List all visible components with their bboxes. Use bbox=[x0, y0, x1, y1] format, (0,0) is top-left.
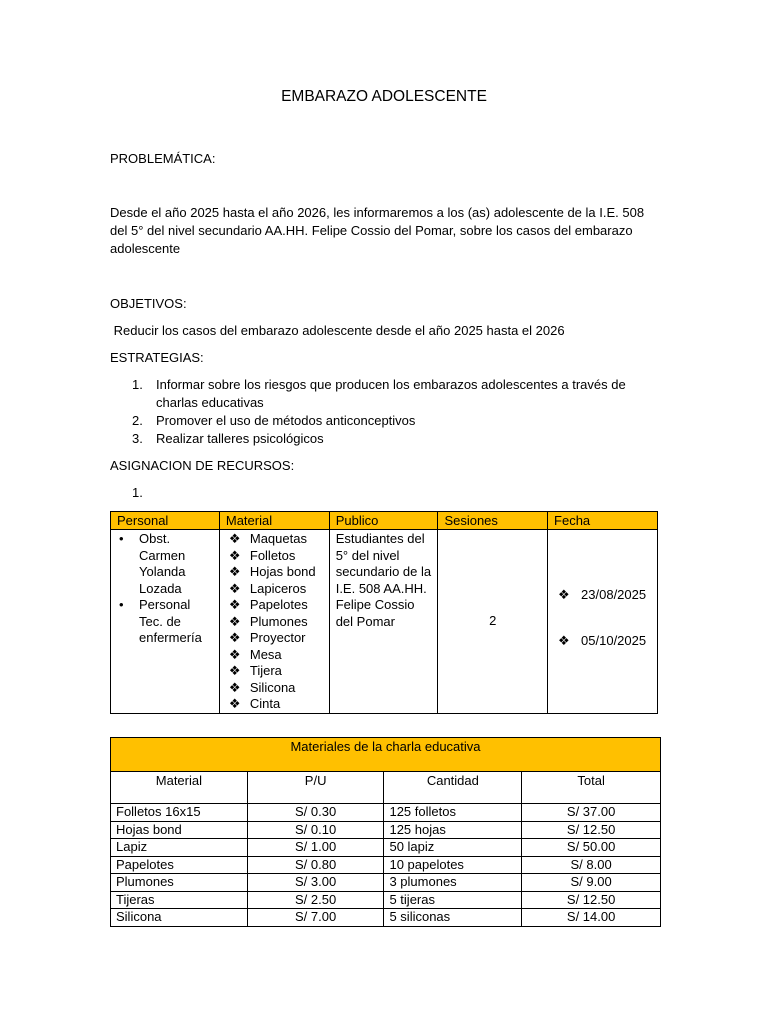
sesiones-cell: 2 bbox=[438, 530, 548, 714]
cell-cantidad: 5 siliconas bbox=[384, 909, 522, 927]
list-item-text: Hojas bond bbox=[249, 564, 316, 579]
page-title: EMBARAZO ADOLESCENTE bbox=[281, 88, 487, 105]
fecha-list bbox=[552, 587, 653, 650]
problematica-heading: PROBLEMÁTICA: bbox=[110, 151, 216, 166]
cell-total: S/ 37.00 bbox=[522, 804, 661, 822]
cell-pu: S/ 1.00 bbox=[247, 839, 384, 857]
table-row bbox=[111, 856, 661, 874]
cell-material: Folletos 16x15 bbox=[111, 804, 248, 822]
material-cell bbox=[219, 530, 329, 714]
list-item bbox=[110, 430, 650, 448]
cell-pu: S/ 0.10 bbox=[247, 821, 384, 839]
list-item-text: Papelotes bbox=[249, 597, 308, 612]
list-number: 3. bbox=[132, 431, 143, 446]
list-number: 1. bbox=[132, 377, 143, 392]
diamond-bullet-icon: ❖ bbox=[228, 613, 241, 629]
list-item bbox=[224, 548, 325, 565]
table-row bbox=[111, 530, 658, 714]
problematica-paragraph: Desde el año 2025 hasta el año 2026, les informaremos a los (as) adolescente de la I.E. 508 del 5° del nivel secundario AA.HH. Felipe Cossio del Pomar, sobre los casos del embarazo adolescente bbox=[110, 205, 645, 256]
list-item bbox=[224, 663, 325, 680]
list-item-text: Proyector bbox=[249, 630, 306, 645]
materials-table bbox=[110, 737, 661, 927]
bullet-icon: • bbox=[119, 597, 124, 612]
col-header-material: Material bbox=[111, 772, 248, 804]
diamond-bullet-icon: ❖ bbox=[228, 580, 241, 596]
diamond-bullet-icon: ❖ bbox=[228, 679, 241, 695]
cell-pu: S/ 0.30 bbox=[247, 804, 384, 822]
fecha-cell bbox=[548, 530, 658, 714]
list-item-text: Silicona bbox=[249, 679, 296, 695]
list-item bbox=[552, 587, 653, 604]
cell-material: Silicona bbox=[111, 909, 248, 927]
list-item-text: Informar sobre los riesgos que producen los embarazos adolescentes a través de charlas educativas bbox=[156, 377, 626, 410]
cell-total: S/ 12.50 bbox=[522, 891, 661, 909]
list-item-text: Obst. Carmen Yolanda Lozada bbox=[139, 531, 186, 596]
col-header-publico: Publico bbox=[329, 512, 438, 530]
list-item bbox=[224, 647, 325, 664]
date-text: 23/08/2025 bbox=[581, 586, 647, 602]
cell-material: Hojas bond bbox=[111, 821, 248, 839]
table-title-row bbox=[111, 738, 661, 772]
objetivos-heading: OBJETIVOS: bbox=[110, 296, 187, 311]
publico-cell bbox=[329, 530, 438, 714]
cell-cantidad: 10 papelotes bbox=[384, 856, 522, 874]
list-item bbox=[110, 376, 650, 412]
resources-table bbox=[110, 511, 658, 714]
diamond-bullet-icon: ❖ bbox=[228, 597, 241, 612]
estrategias-heading: ESTRATEGIAS: bbox=[110, 350, 204, 365]
publico-text: Estudiantes del 5° del nivel secundario de la I.E. 508 AA.HH. Felipe Cossio del Pomar bbox=[335, 531, 432, 629]
table-row bbox=[111, 804, 661, 822]
table-row bbox=[111, 909, 661, 927]
list-item-text: Mesa bbox=[249, 646, 282, 662]
cell-total: S/ 8.00 bbox=[522, 856, 661, 874]
cell-material: Plumones bbox=[111, 874, 248, 892]
table-header-row bbox=[111, 772, 661, 804]
cell-material: Lapiz bbox=[111, 839, 248, 857]
cell-total: S/ 50.00 bbox=[522, 839, 661, 857]
list-item bbox=[224, 614, 325, 631]
diamond-bullet-icon: ❖ bbox=[228, 646, 241, 662]
list-item bbox=[224, 531, 325, 548]
list-item-text: Cinta bbox=[249, 696, 281, 711]
diamond-bullet-icon: ❖ bbox=[558, 633, 570, 649]
diamond-bullet-icon: ❖ bbox=[228, 696, 241, 711]
cell-material: Tijeras bbox=[111, 891, 248, 909]
asignacion-number: 1. bbox=[132, 485, 143, 500]
diamond-bullet-icon: ❖ bbox=[228, 630, 241, 645]
list-item-text: Realizar talleres psicológicos bbox=[156, 431, 324, 446]
cell-cantidad: 125 folletos bbox=[384, 804, 522, 822]
list-item-text: Plumones bbox=[249, 613, 308, 629]
personal-list bbox=[115, 531, 215, 647]
cell-cantidad: 125 hojas bbox=[384, 821, 522, 839]
cell-material: Papelotes bbox=[111, 856, 248, 874]
col-header-pu: P/U bbox=[247, 772, 384, 804]
list-item-text: Lapiceros bbox=[249, 580, 307, 596]
col-header-total: Total bbox=[522, 772, 661, 804]
table-row bbox=[111, 891, 661, 909]
cell-pu: S/ 7.00 bbox=[247, 909, 384, 927]
estrategias-list bbox=[110, 376, 650, 448]
personal-cell bbox=[111, 530, 220, 714]
diamond-bullet-icon: ❖ bbox=[228, 547, 241, 563]
cell-pu: S/ 3.00 bbox=[247, 874, 384, 892]
diamond-bullet-icon: ❖ bbox=[228, 663, 241, 678]
col-header-personal: Personal bbox=[111, 512, 220, 530]
cell-total: S/ 14.00 bbox=[522, 909, 661, 927]
diamond-bullet-icon: ❖ bbox=[558, 586, 570, 602]
list-number: 2. bbox=[132, 413, 143, 428]
list-item-text: Maquetas bbox=[249, 531, 307, 546]
col-header-material: Material bbox=[219, 512, 329, 530]
list-item bbox=[110, 412, 650, 430]
list-item bbox=[224, 581, 325, 598]
col-header-cantidad: Cantidad bbox=[384, 772, 522, 804]
list-item bbox=[115, 531, 215, 597]
diamond-bullet-icon: ❖ bbox=[228, 531, 241, 546]
list-item-text: Promover el uso de métodos anticonceptivos bbox=[156, 413, 416, 428]
list-item bbox=[224, 564, 325, 581]
col-header-sesiones: Sesiones bbox=[438, 512, 548, 530]
list-item bbox=[552, 633, 653, 650]
list-item bbox=[224, 696, 325, 713]
material-list bbox=[224, 531, 325, 713]
table-header-row bbox=[111, 512, 658, 530]
list-item bbox=[115, 597, 215, 647]
diamond-bullet-icon: ❖ bbox=[228, 564, 241, 579]
date-text: 05/10/2025 bbox=[581, 633, 647, 649]
table-row bbox=[111, 874, 661, 892]
list-item bbox=[224, 630, 325, 647]
bullet-icon: • bbox=[119, 531, 124, 546]
list-item-text: Folletos bbox=[249, 547, 296, 563]
table-row bbox=[111, 839, 661, 857]
materials-table-title: Materiales de la charla educativa bbox=[111, 738, 661, 772]
col-header-fecha: Fecha bbox=[548, 512, 658, 530]
list-item bbox=[224, 680, 325, 697]
cell-pu: S/ 2.50 bbox=[247, 891, 384, 909]
list-item-text: Personal Tec. de enfermería bbox=[139, 597, 202, 645]
cell-cantidad: 3 plumones bbox=[384, 874, 522, 892]
cell-cantidad: 50 lapiz bbox=[384, 839, 522, 857]
list-item bbox=[224, 597, 325, 614]
asignacion-heading: ASIGNACION DE RECURSOS: bbox=[110, 458, 295, 473]
list-item-text: Tijera bbox=[249, 663, 282, 678]
table-row bbox=[111, 821, 661, 839]
cell-pu: S/ 0.80 bbox=[247, 856, 384, 874]
objetivos-paragraph: Reducir los casos del embarazo adolescente desde el año 2025 hasta el 2026 bbox=[110, 323, 565, 338]
cell-total: S/ 9.00 bbox=[522, 874, 661, 892]
cell-cantidad: 5 tijeras bbox=[384, 891, 522, 909]
cell-total: S/ 12.50 bbox=[522, 821, 661, 839]
